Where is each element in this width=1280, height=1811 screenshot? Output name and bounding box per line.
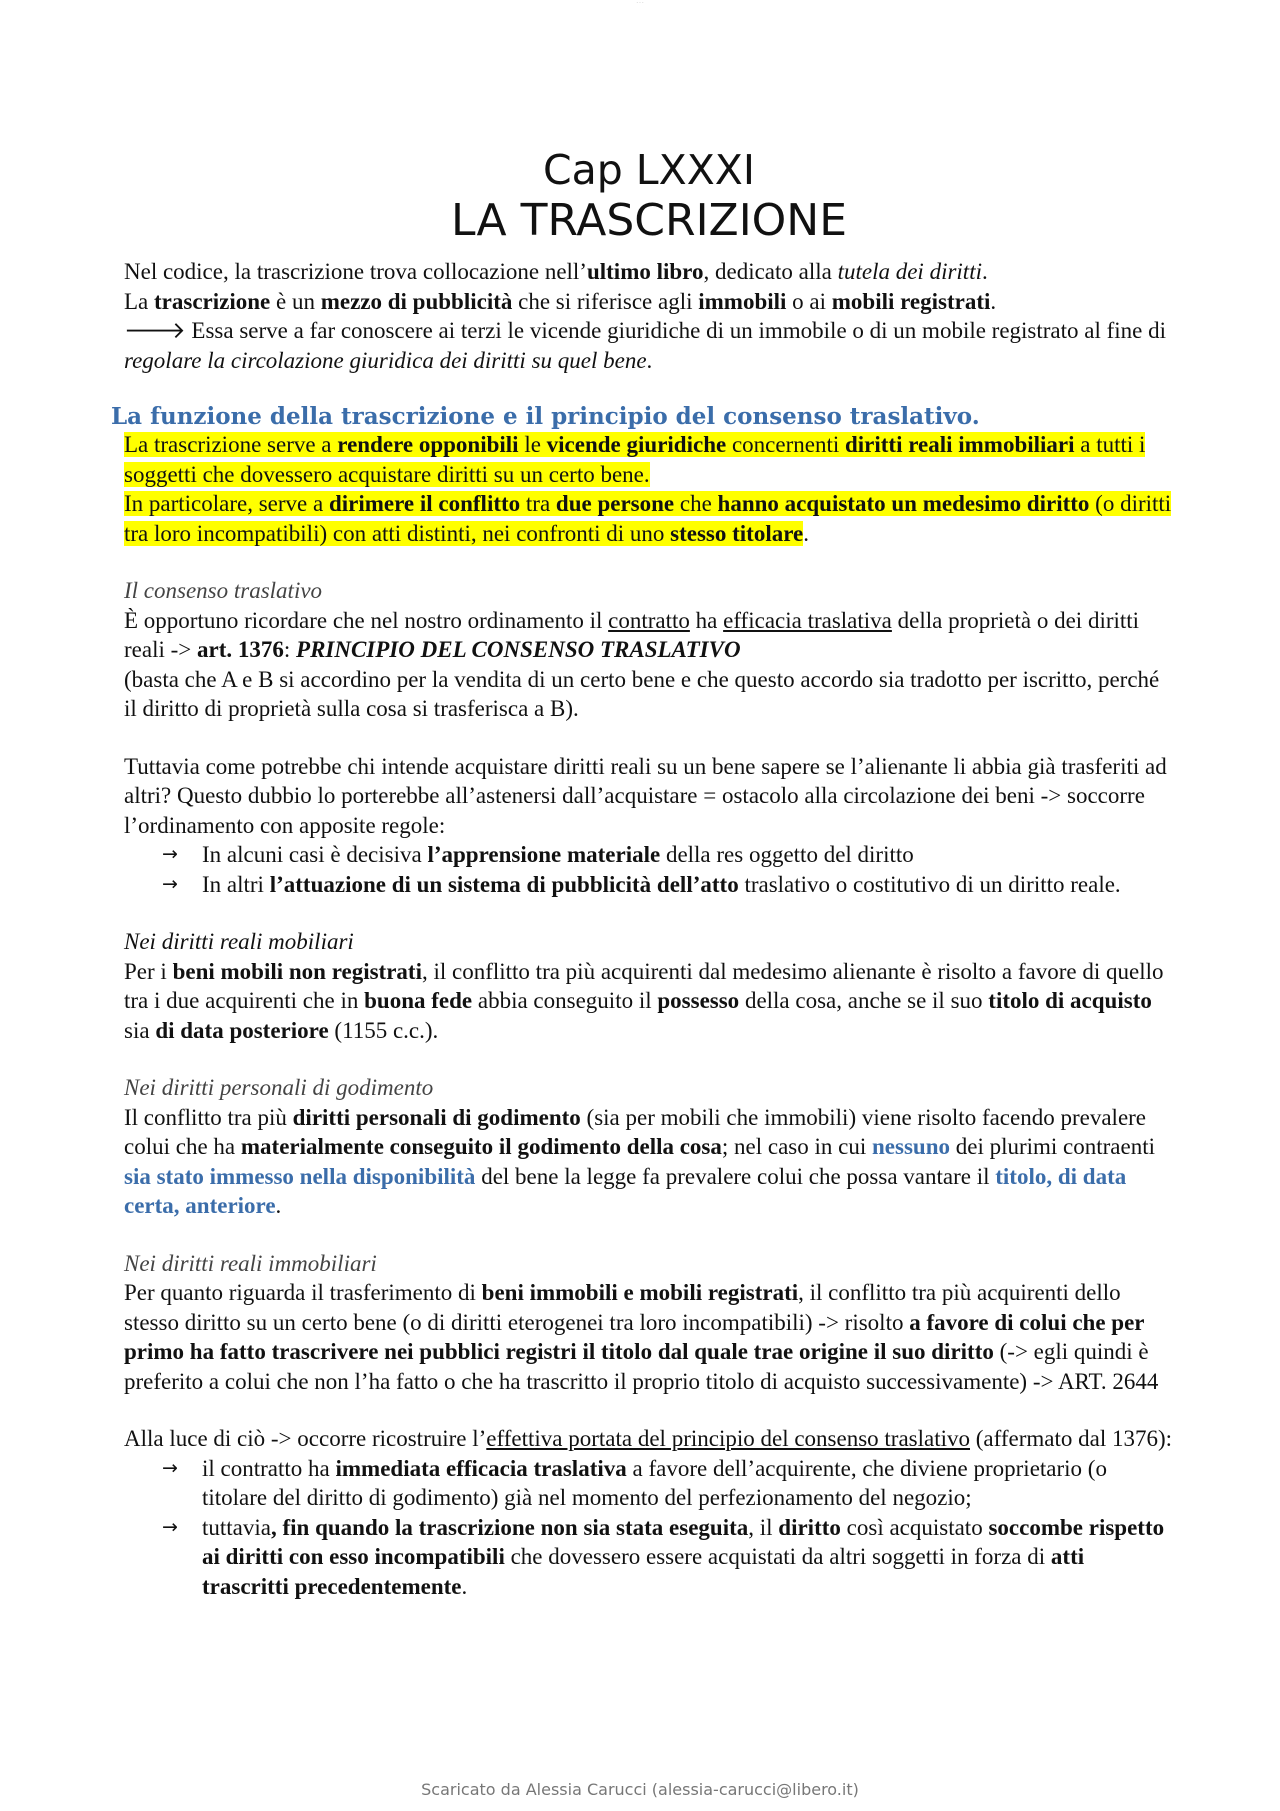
arrow-bullet-icon: →: [162, 1515, 178, 1538]
highlighted-paragraph-1: La trascrizione serve a rendere opponibili le vicende giuridiche concernenti diritti reali immobiliari a tutti i soggetti che dovessero acquistare diritti su un certo bene.: [124, 432, 1146, 487]
intro-paragraph-1: Nel codice, la trascrizione trova collocazione nell’ultimo libro, dedicato alla tutela dei diritti.: [124, 259, 988, 285]
download-footer: Scaricato da Alessia Carucci (alessia-carucci@libero.it): [421, 1780, 859, 1799]
list-item: → tuttavia, fin quando la trascrizione non sia stata eseguita, il diritto così acquistato soccombe rispetto ai diritti con esso incompatibili che dovessero essere acquistati da altri soggetti in forza di atti trascritti precedentemente.: [162, 1514, 1165, 1599]
consenso-paragraph-2: (basta che A e B si accordino per la vendita di un certo bene e che questo accordo sia tradotto per iscritto, perché il diritto di proprietà sulla cosa si trasferisca a B).: [124, 666, 1160, 722]
list-item: → In alcuni casi è decisiva l’apprensione materiale della res oggetto del diritto: [202, 840, 1174, 870]
section-heading-funzione: La funzione della trascrizione e il principio del consenso traslativo.: [111, 403, 980, 431]
subheading-personali: Nei diritti personali di godimento: [124, 1075, 434, 1101]
intro-paragraph-2: La trascrizione è un mezzo di pubblicità che si riferisce agli immobili o ai mobili registrati.: [124, 288, 997, 314]
arrow-bullet-icon: →: [162, 1456, 178, 1479]
immobiliari-paragraph-1: Per quanto riguarda il trasferimento di beni immobili e mobili registrati, il conflitto tra più acquirenti dello stesso diritto su un certo bene (o di diritti eterogenei tra loro incompatibili) -> risolto a favore di colui che per primo ha fatto trascrivere nei pubblici registri il titolo dal quale trae origine il suo diritto (-> egli quindi è preferito a colui che non l’ha fatto o che ha trascritto il proprio titolo di acquisto successivamente) -> ART. 2644: [124, 1280, 1159, 1394]
chapter-number: Cap LXXXI: [542, 146, 755, 194]
chapter-title: LA TRASCRIZIONE: [450, 194, 848, 246]
highlighted-paragraph-2: In particolare, serve a dirimere il conflitto tra due persone che hanno acquistato un medesimo diritto (o diritti tra loro incompatibili) con atti distinti, nei confronti di uno stesso titolare.: [124, 491, 1172, 546]
subheading-mobiliari: Nei diritti reali mobiliari: [124, 929, 354, 955]
header-mark: - - -: [636, 0, 644, 5]
subheading-consenso: Il consenso traslativo: [124, 578, 323, 604]
subheading-immobiliari: Nei diritti reali immobiliari: [124, 1250, 377, 1276]
document-page: [111, 146, 1174, 1601]
consenso-paragraph-1: È opportuno ricordare che nel nostro ordinamento il contratto ha efficacia traslativa della proprietà o dei diritti reali -> art. 1376: PRINCIPIO DEL CONSENSO TRASLATIVO: [124, 607, 1140, 663]
arrow-bullet-icon: →: [162, 872, 178, 895]
personali-paragraph: Il conflitto tra più diritti personali di godimento (sia per mobili che immobili) viene risolto facendo prevalere colui che ha materialmente conseguito il godimento della cosa; nel caso in cui nessuno dei plurimi contraenti sia stato immesso nella disponibilità del bene la legge fa prevalere colui che possa vantare il titolo, di data certa, anteriore.: [124, 1104, 1156, 1219]
list-item: → In altri l’attuazione di un sistema di pubblicità dell’atto traslativo o costitutivo di un diritto reale.: [202, 870, 1174, 900]
consenso-list: [124, 840, 1174, 899]
immobiliari-paragraph-2: Alla luce di ciò -> occorre ricostruire l’effettiva portata del principio del consenso traslativo (affermato dal 1376):: [124, 1426, 1173, 1452]
consenso-paragraph-3: Tuttavia come potrebbe chi intende acquistare diritti reali su un bene sapere se l’alienante li abbia già trasferiti ad altri? Questo dubbio lo porterebbe all’astenersi dall’acquistare = ostacolo alla circolazione dei beni -> soccorre l’ordinamento con apposite regole:: [124, 753, 1167, 838]
arrow-bullet-icon: →: [162, 843, 178, 866]
page-title: [124, 146, 1174, 247]
list-item: → il contratto ha immediata efficacia traslativa a favore dell’acquirente, che diviene proprietario (o titolare del diritto di godimento) già nel momento del perfezionamento del negozio;: [162, 1455, 1107, 1511]
mobiliari-paragraph: Per i beni mobili non registrati, il conflitto tra più acquirenti dal medesimo alienante è risolto a favore di quello tra i due acquirenti che in buona fede abbia conseguito il possesso della cosa, anche se il suo titolo di acquisto sia di data posteriore (1155 c.c.).: [124, 958, 1164, 1043]
immobiliari-list: [124, 1454, 1174, 1602]
intro-paragraph-3: 🡒 Essa serve a far conoscere ai terzi le vicende giuridiche di un immobile o di un mobile registrato al fine di regolare la circolazione giuridica dei diritti su quel bene.: [124, 318, 1167, 373]
